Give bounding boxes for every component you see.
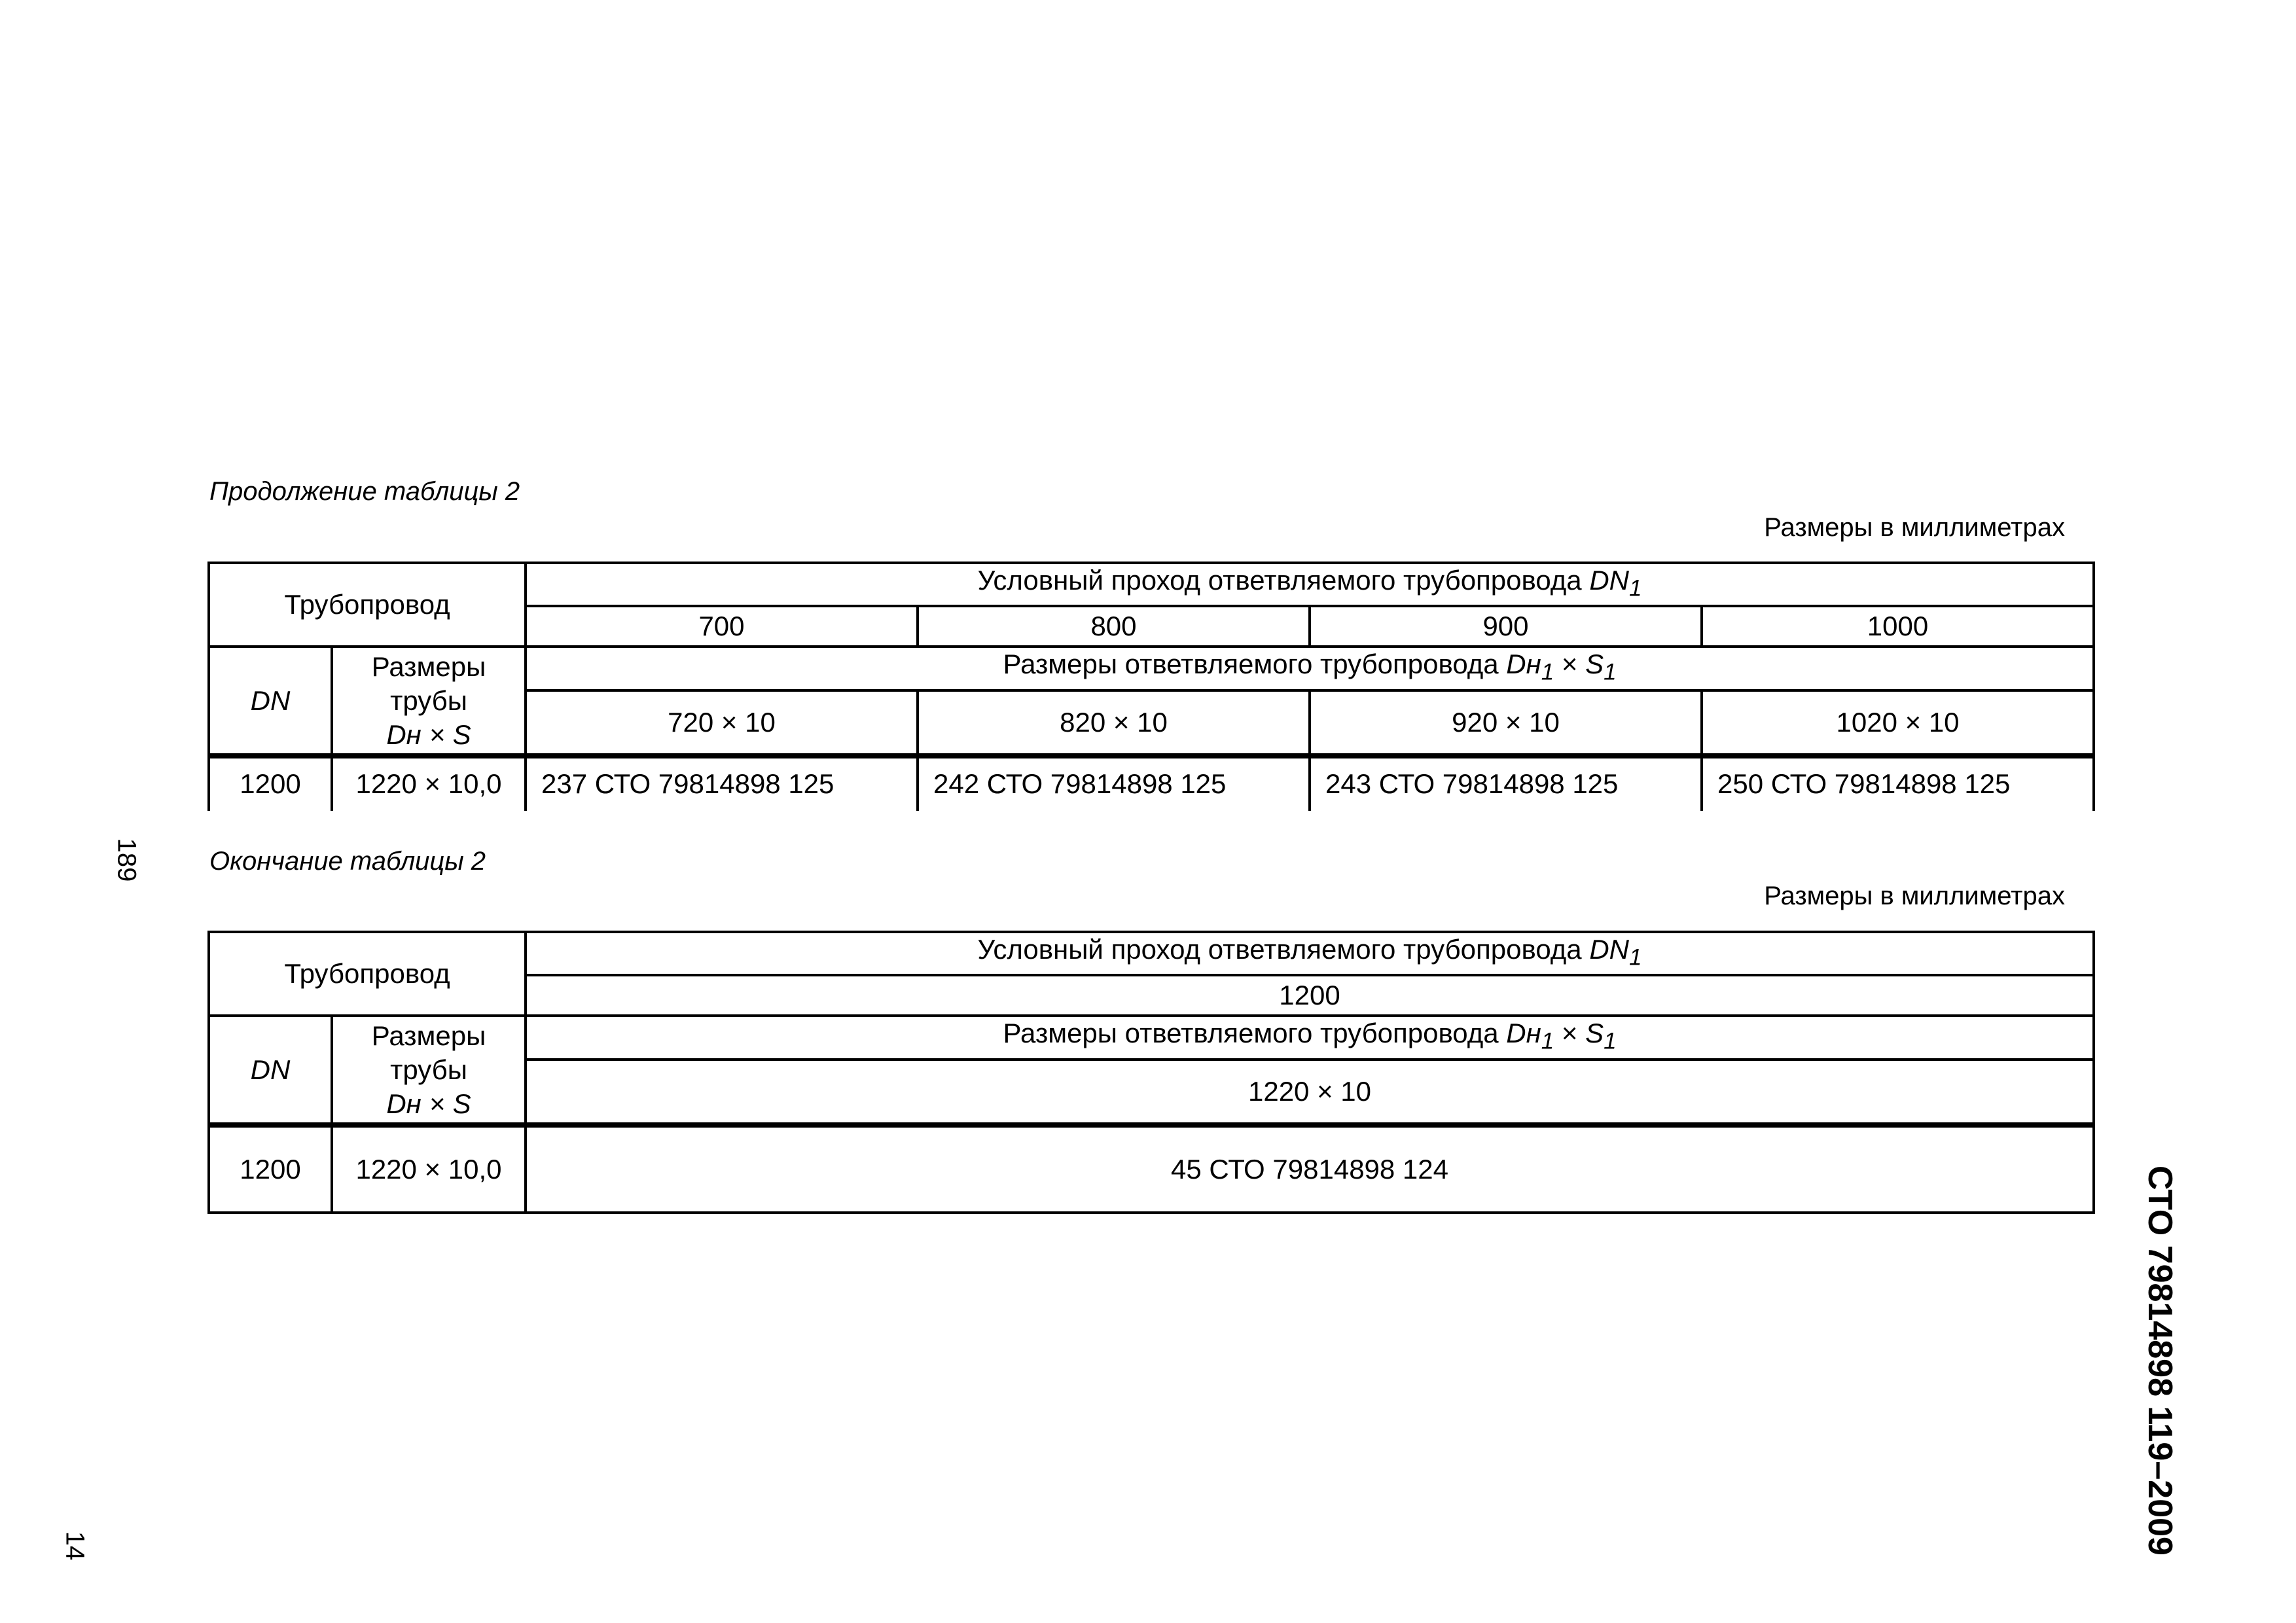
size-value-cell: 1020 × 10 bbox=[1702, 690, 2094, 756]
header-branch-size-times: × bbox=[1554, 1018, 1586, 1049]
row-dn-cell: 1200 bbox=[209, 756, 332, 811]
table-row bbox=[209, 563, 2094, 606]
header-branch-size-subscript: 1 bbox=[1541, 1028, 1554, 1054]
header-branch-size-s-subscript: 1 bbox=[1604, 659, 1617, 685]
row-size-cell: 1220 × 10,0 bbox=[332, 756, 526, 811]
document-code: СТО 79814898 119–2009 bbox=[2141, 1166, 2179, 1556]
table-row bbox=[209, 1125, 2094, 1213]
header-branch-size-s-subscript: 1 bbox=[1604, 1028, 1617, 1054]
header-branch-size bbox=[526, 647, 2094, 690]
column-size-line2: трубы bbox=[390, 685, 467, 716]
column-dn-header: DN bbox=[209, 647, 332, 755]
row-size-cell: 1220 × 10,0 bbox=[332, 1125, 526, 1213]
column-size-header bbox=[332, 647, 526, 755]
size-value-cell: 1220 × 10 bbox=[526, 1060, 2094, 1125]
table-end bbox=[207, 931, 2095, 1214]
header-branch-size-s: S bbox=[1585, 1018, 1604, 1049]
header-branch-dn bbox=[526, 563, 2094, 606]
column-dn-header: DN bbox=[209, 1016, 332, 1124]
page-number: 189 bbox=[112, 838, 141, 882]
column-size-line1: Размеры bbox=[371, 651, 486, 682]
header-pipeline: Трубопровод bbox=[209, 563, 526, 647]
row-value-cell: 250 СТО 79814898 125 bbox=[1702, 756, 2094, 811]
table-end-units: Размеры в миллиметрах bbox=[1764, 882, 2065, 910]
header-branch-size-subscript: 1 bbox=[1541, 659, 1554, 685]
header-branch-size bbox=[526, 1016, 2094, 1059]
column-size-symbol: Dн × S bbox=[386, 719, 471, 750]
dn-value-cell: 900 bbox=[1310, 606, 1702, 647]
header-branch-dn bbox=[526, 932, 2094, 975]
header-branch-dn-symbol: DN bbox=[1589, 934, 1629, 965]
header-pipeline: Трубопровод bbox=[209, 932, 526, 1016]
size-value-cell: 720 × 10 bbox=[526, 690, 918, 756]
column-size-symbol: Dн × S bbox=[386, 1088, 471, 1119]
size-value-cell: 820 × 10 bbox=[918, 690, 1310, 756]
header-branch-dn-subscript: 1 bbox=[1628, 944, 1642, 971]
table-row bbox=[209, 1016, 2094, 1059]
header-branch-size-symbol: Dн bbox=[1506, 1018, 1541, 1049]
row-value-cell: 237 СТО 79814898 125 bbox=[526, 756, 918, 811]
size-value-cell: 920 × 10 bbox=[1310, 690, 1702, 756]
header-branch-size-text: Размеры ответвляемого трубопровода bbox=[1003, 649, 1507, 680]
table-row bbox=[209, 647, 2094, 690]
header-branch-size-s: S bbox=[1585, 649, 1604, 680]
column-size-line2: трубы bbox=[390, 1054, 467, 1085]
row-value-cell: 45 СТО 79814898 124 bbox=[526, 1125, 2094, 1213]
column-size-header bbox=[332, 1016, 526, 1124]
header-branch-dn-text: Условный проход ответвляемого трубопровода bbox=[977, 565, 1590, 596]
row-dn-cell: 1200 bbox=[209, 1125, 332, 1213]
header-branch-dn-symbol: DN bbox=[1589, 565, 1630, 596]
table-end-caption: Окончание таблицы 2 bbox=[209, 847, 486, 876]
header-branch-size-symbol: Dн bbox=[1506, 649, 1541, 680]
table-row bbox=[209, 756, 2094, 811]
column-size-line1: Размеры bbox=[371, 1020, 486, 1051]
header-branch-size-times: × bbox=[1554, 649, 1586, 680]
dn-value-cell: 1000 bbox=[1702, 606, 2094, 647]
header-branch-size-text: Размеры ответвляемого трубопровода bbox=[1003, 1018, 1507, 1049]
page-number: 14 bbox=[60, 1531, 90, 1561]
dn-value-cell: 700 bbox=[526, 606, 918, 647]
dn-value-cell: 800 bbox=[918, 606, 1310, 647]
table-continue bbox=[207, 562, 2095, 811]
table-continue-units: Размеры в миллиметрах bbox=[1764, 513, 2065, 542]
table-row bbox=[209, 932, 2094, 975]
dn-value-cell: 1200 bbox=[526, 975, 2094, 1016]
header-branch-dn-subscript: 1 bbox=[1629, 575, 1642, 601]
header-branch-dn-text: Условный проход ответвляемого трубопровода bbox=[977, 934, 1590, 965]
table-continue-caption: Продолжение таблицы 2 bbox=[209, 477, 520, 506]
row-value-cell: 243 СТО 79814898 125 bbox=[1310, 756, 1702, 811]
row-value-cell: 242 СТО 79814898 125 bbox=[918, 756, 1310, 811]
